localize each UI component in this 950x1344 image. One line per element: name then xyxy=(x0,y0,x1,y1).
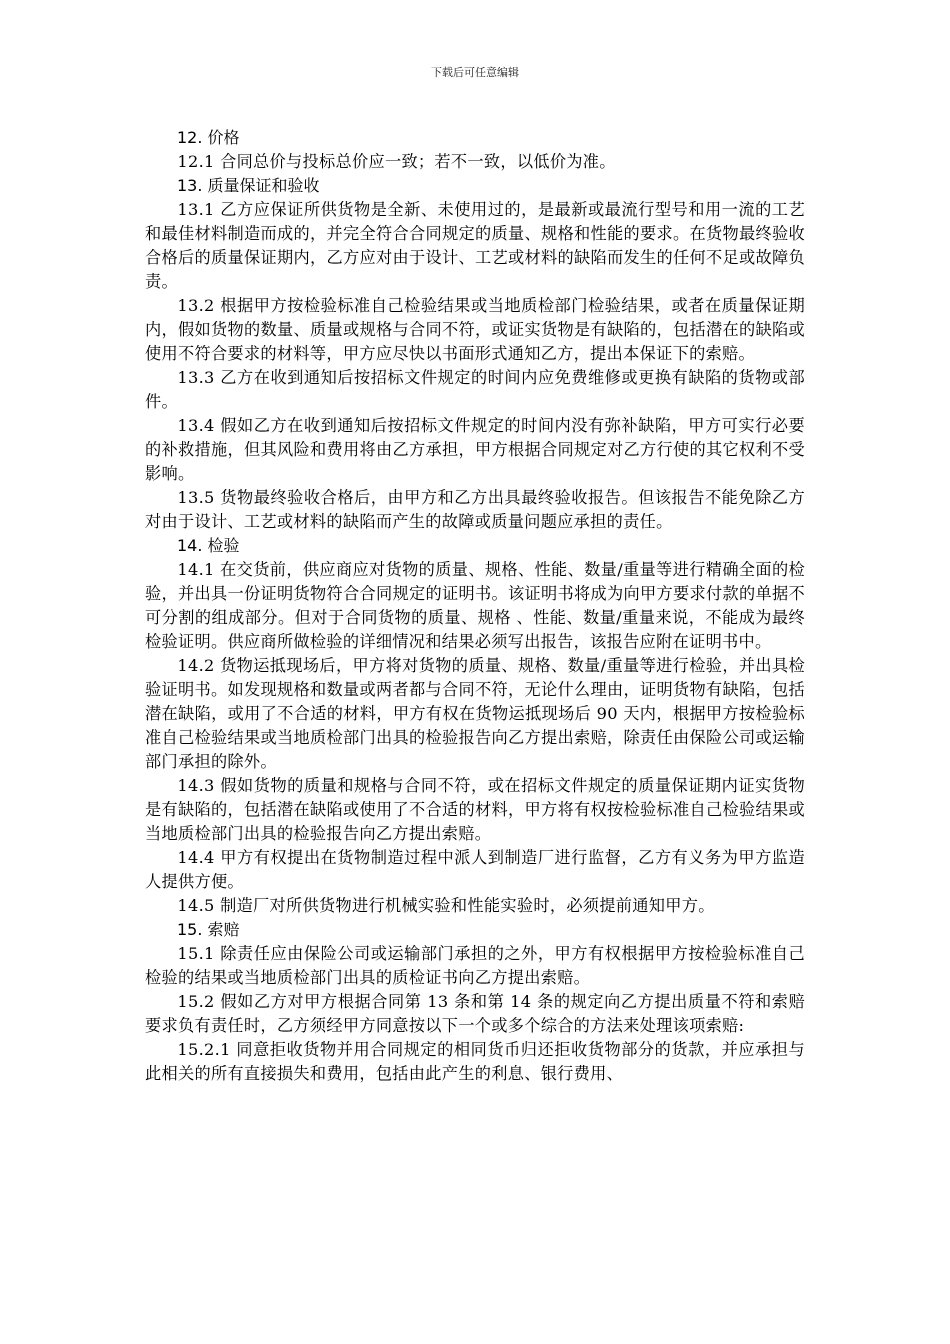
paragraph-13-5: 13.5 货物最终验收合格后，由甲方和乙方出具最终验收报告。但该报告不能免除乙方对由于设计、工艺或材料的缺陷而产生的故障或质量问题应承担的责任。 xyxy=(145,488,805,531)
paragraph-14-3: 14.3 假如货物的质量和规格与合同不符，或在招标文件规定的质量保证期内证实货物是有缺陷的，包括潜在缺陷或使用了不合适的材料，甲方将有权按检验标准自己检验结果或当地质检部门出具的检验报告向乙方提出索赔。 xyxy=(145,776,805,843)
paragraph-13-4: 13.4 假如乙方在收到通知后按招标文件规定的时间内没有弥补缺陷，甲方可实行必要的补救措施，但其风险和费用将由乙方承担，甲方根据合同规定对乙方行使的其它权利不受影响。 xyxy=(145,416,805,483)
section-heading-inspection: 14. 检验 xyxy=(177,536,240,555)
paragraph-15-2: 15.2 假如乙方对甲方根据合同第 13 条和第 14 条的规定向乙方提出质量不符和索赔要求负有责任时，乙方须经甲方同意按以下一个或多个综合的方法来处理该项索赔: xyxy=(145,992,805,1035)
paragraph-14-5: 14.5 制造厂对所供货物进行机械实验和性能实验时，必须提前通知甲方。 xyxy=(177,896,715,915)
document-body xyxy=(145,126,805,1086)
paragraph-13-1: 13.1 乙方应保证所供货物是全新、未使用过的，是最新或最流行型号和用一流的工艺和最佳材料制造而成的，并完全符合合同规定的质量、规格和性能的要求。在货物最终验收合格后的质量保证期内，乙方应对由于设计、工艺或材料的缺陷而发生的任何不足或故障负责。 xyxy=(145,200,805,291)
paragraph-15-2-1: 15.2.1 同意拒收货物并用合同规定的相同货币归还拒收货物部分的货款，并应承担与此相关的所有直接损失和费用，包括由此产生的利息、银行费用、 xyxy=(145,1040,805,1083)
section-heading-claims: 15. 索赔 xyxy=(177,920,240,939)
paragraph-12-1: 12.1 合同总价与投标总价应一致；若不一致，以低价为准。 xyxy=(177,152,616,171)
paragraph-13-2: 13.2 根据甲方按检验标准自己检验结果或当地质检部门检验结果，或者在质量保证期内，假如货物的数量、质量或规格与合同不符，或证实货物是有缺陷的，包括潜在的缺陷或使用不符合要求的材料等，甲方应尽快以书面形式通知乙方，提出本保证下的索赔。 xyxy=(145,296,805,363)
section-heading-quality-assurance: 13. 质量保证和验收 xyxy=(177,176,320,195)
section-heading-price: 12. 价格 xyxy=(177,128,240,147)
paragraph-14-1: 14.1 在交货前，供应商应对货物的质量、规格、性能、数量/重量等进行精确全面的检验，并出具一份证明货物符合合同规定的证明书。该证明书将成为向甲方要求付款的单据不可分割的组成部分。但对于合同货物的质量、规格 、性能、数量/重量来说，不能成为最终检验证明。供应商所做检验的详细情况和结果必须写出报告，该报告应附在证明书中。 xyxy=(145,560,805,651)
paragraph-14-4: 14.4 甲方有权提出在货物制造过程中派人到制造厂进行监督，乙方有义务为甲方监造人提供方便。 xyxy=(145,848,805,891)
paragraph-13-3: 13.3 乙方在收到通知后按招标文件规定的时间内应免费维修或更换有缺陷的货物或部件。 xyxy=(145,368,805,411)
paragraph-14-2: 14.2 货物运抵现场后，甲方将对货物的质量、规格、数量/重量等进行检验，并出具检验证明书。如发现规格和数量或两者都与合同不符，无论什么理由，证明货物有缺陷，包括潜在缺陷，或用了不合适的材料，甲方有权在货物运抵现场后 90 天内，根据甲方按检验标准自己检验结果或当地质检部门出具的检验报告向乙方提出索赔，除责任由保险公司或运输部门承担的除外。 xyxy=(145,656,805,771)
page-header: 下载后可任意编辑 xyxy=(431,66,519,79)
paragraph-15-1: 15.1 除责任应由保险公司或运输部门承担的之外，甲方有权根据甲方按检验标准自己检验的结果或当地质检部门出具的质检证书向乙方提出索赔。 xyxy=(145,944,805,987)
